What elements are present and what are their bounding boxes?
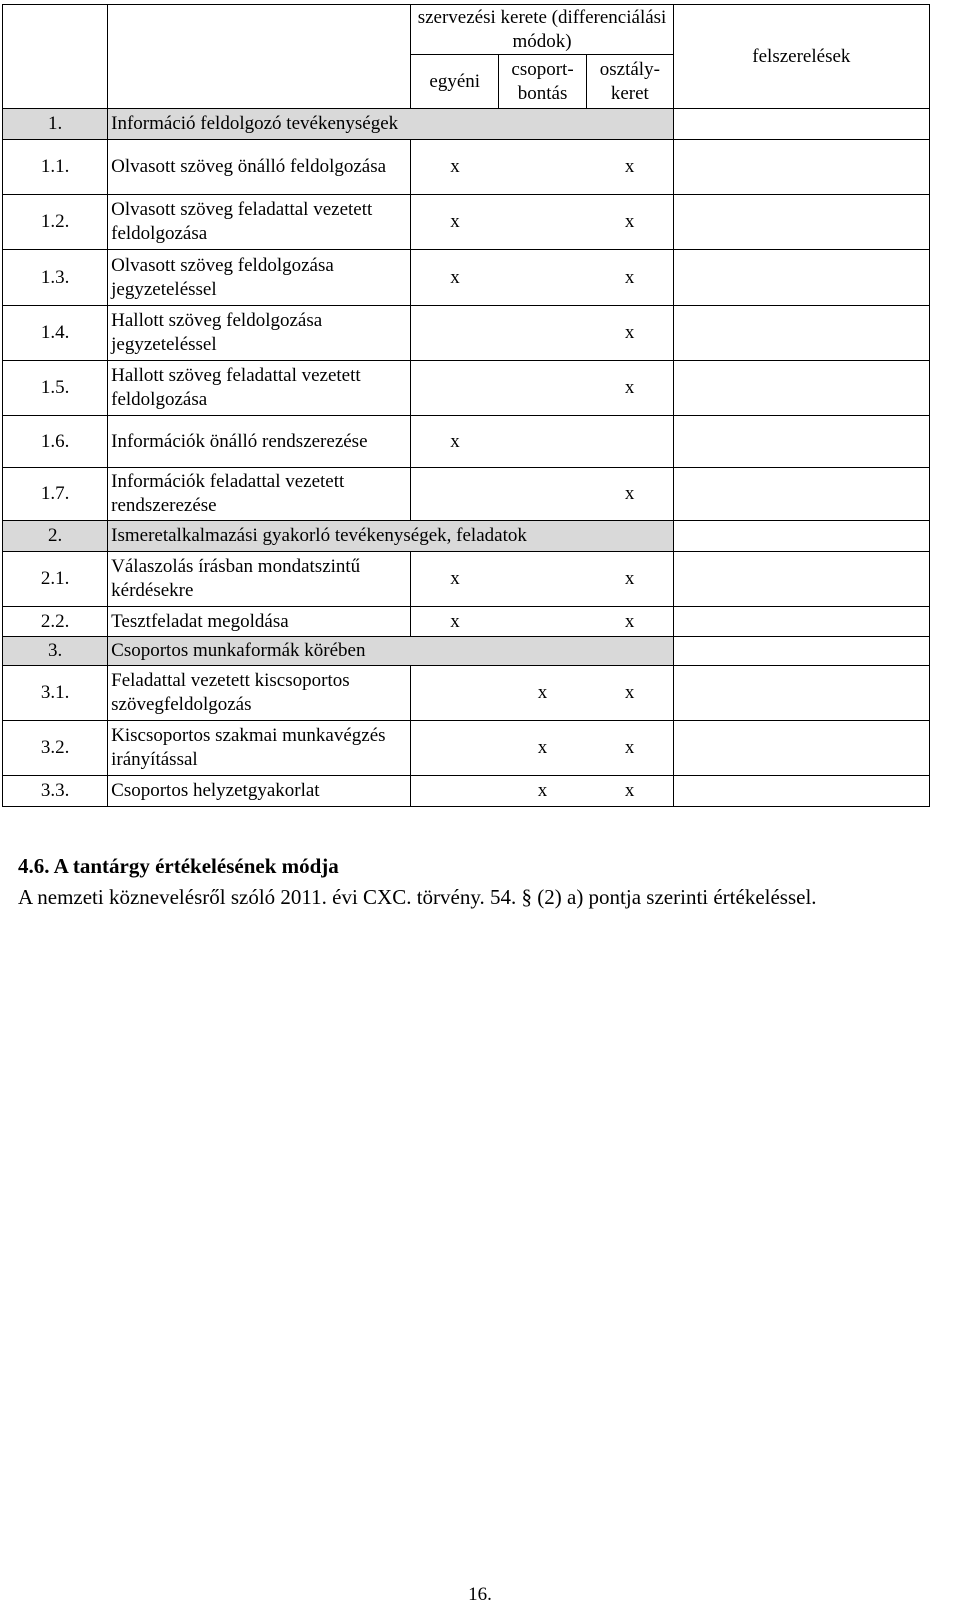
equipment-cell: [673, 306, 929, 361]
row-number: 1.6.: [3, 416, 108, 468]
mark-group-split: x: [499, 721, 587, 776]
mark-individual: [411, 721, 499, 776]
row-number: 3.2.: [3, 721, 108, 776]
section-title: Csoportos munkaformák körében: [108, 637, 674, 666]
mark-class: x: [586, 607, 673, 637]
mark-individual: [411, 306, 499, 361]
activity-table: [2, 4, 930, 807]
equipment-cell: [673, 607, 929, 637]
mark-individual: x: [411, 552, 499, 607]
section-row: [3, 521, 930, 552]
mark-class: x: [586, 552, 673, 607]
row-number: 2.1.: [3, 552, 108, 607]
page-number: 16.: [468, 1584, 492, 1605]
row-number: 3.3.: [3, 776, 108, 807]
header-group: szervezési kerete (differenciálási módok): [411, 5, 673, 55]
section-row: [3, 109, 930, 140]
equipment-cell: [673, 721, 929, 776]
mark-group-split: [499, 250, 587, 306]
header-desc-cell: [108, 5, 411, 109]
table-row: [3, 607, 930, 637]
mark-group-split: [499, 306, 587, 361]
section-title: Ismeretalkalmazási gyakorló tevékenységek, feladatok: [108, 521, 674, 552]
row-description: Olvasott szöveg önálló feldolgozása: [108, 140, 411, 195]
table-row: [3, 416, 930, 468]
section-heading: 4.6. A tantárgy értékelésének módja: [18, 854, 339, 878]
row-number: 1.1.: [3, 140, 108, 195]
mark-individual: [411, 666, 499, 721]
row-number: 1.2.: [3, 195, 108, 250]
section-title: Információ feldolgozó tevékenységek: [108, 109, 674, 140]
header-group-split: csoport-bontás: [499, 55, 587, 109]
mark-individual: x: [411, 607, 499, 637]
table-row: [3, 361, 930, 416]
row-description: Hallott szöveg feldolgozása jegyzeteléssel: [108, 306, 411, 361]
table-row: [3, 250, 930, 306]
mark-group-split: [499, 468, 587, 521]
equipment-cell: [673, 140, 929, 195]
mark-individual: [411, 468, 499, 521]
row-description: Csoportos helyzetgyakorlat: [108, 776, 411, 807]
table-row: [3, 140, 930, 195]
mark-class: x: [586, 666, 673, 721]
mark-group-split: [499, 416, 587, 468]
row-description: Hallott szöveg feladattal vezetett feldolgozása: [108, 361, 411, 416]
mark-group-split: x: [499, 666, 587, 721]
row-description: Válaszolás írásban mondatszintű kérdésekre: [108, 552, 411, 607]
equipment-cell: [673, 195, 929, 250]
table-row: [3, 468, 930, 521]
row-number: 3.1.: [3, 666, 108, 721]
equipment-cell: [673, 776, 929, 807]
table-row: [3, 721, 930, 776]
header-class: osztály-keret: [586, 55, 673, 109]
row-number: 1.3.: [3, 250, 108, 306]
mark-group-split: [499, 140, 587, 195]
mark-class: x: [586, 250, 673, 306]
section-number: 3.: [3, 637, 108, 666]
header-row-top: [3, 5, 930, 55]
equipment-cell: [673, 468, 929, 521]
mark-group-split: x: [499, 776, 587, 807]
row-number: 1.7.: [3, 468, 108, 521]
row-description: Információk feladattal vezetett rendszerezése: [108, 468, 411, 521]
equipment-cell: [673, 552, 929, 607]
mark-class: x: [586, 361, 673, 416]
equipment-cell: [673, 666, 929, 721]
row-description: Kiscsoportos szakmai munkavégzés irányítással: [108, 721, 411, 776]
table-row: [3, 666, 930, 721]
section-row: [3, 637, 930, 666]
mark-individual: [411, 776, 499, 807]
activity-table-body: [3, 5, 930, 807]
header-num-cell: [3, 5, 108, 109]
mark-individual: x: [411, 416, 499, 468]
mark-class: x: [586, 468, 673, 521]
mark-class: x: [586, 140, 673, 195]
row-description: Olvasott szöveg feldolgozása jegyzeteléssel: [108, 250, 411, 306]
mark-class: [586, 416, 673, 468]
equipment-cell: [673, 250, 929, 306]
row-description: Feladattal vezetett kiscsoportos szövegfeldolgozás: [108, 666, 411, 721]
row-description: Olvasott szöveg feladattal vezetett feldolgozása: [108, 195, 411, 250]
mark-individual: x: [411, 140, 499, 195]
equipment-cell: [673, 416, 929, 468]
table-row: [3, 552, 930, 607]
mark-group-split: [499, 361, 587, 416]
mark-class: x: [586, 306, 673, 361]
row-description: Tesztfeladat megoldása: [108, 607, 411, 637]
section-number: 1.: [3, 109, 108, 140]
mark-group-split: [499, 607, 587, 637]
mark-group-split: [499, 552, 587, 607]
equipment-cell: [673, 361, 929, 416]
mark-individual: [411, 361, 499, 416]
mark-class: x: [586, 776, 673, 807]
row-number: 2.2.: [3, 607, 108, 637]
mark-class: x: [586, 195, 673, 250]
mark-individual: x: [411, 195, 499, 250]
mark-group-split: [499, 195, 587, 250]
table-row: [3, 195, 930, 250]
evaluation-paragraph: A nemzeti köznevelésről szóló 2011. évi CXC. törvény. 54. § (2) a) pontja szerinti értékeléssel.: [18, 885, 817, 909]
header-individual: egyéni: [411, 55, 499, 109]
table-row: [3, 776, 930, 807]
mark-class: x: [586, 721, 673, 776]
header-equipment: felszerelések: [673, 5, 929, 109]
equipment-cell: [673, 109, 929, 140]
table-row: [3, 306, 930, 361]
row-number: 1.4.: [3, 306, 108, 361]
row-number: 1.5.: [3, 361, 108, 416]
section-number: 2.: [3, 521, 108, 552]
mark-individual: x: [411, 250, 499, 306]
row-description: Információk önálló rendszerezése: [108, 416, 411, 468]
equipment-cell: [673, 637, 929, 666]
equipment-cell: [673, 521, 929, 552]
